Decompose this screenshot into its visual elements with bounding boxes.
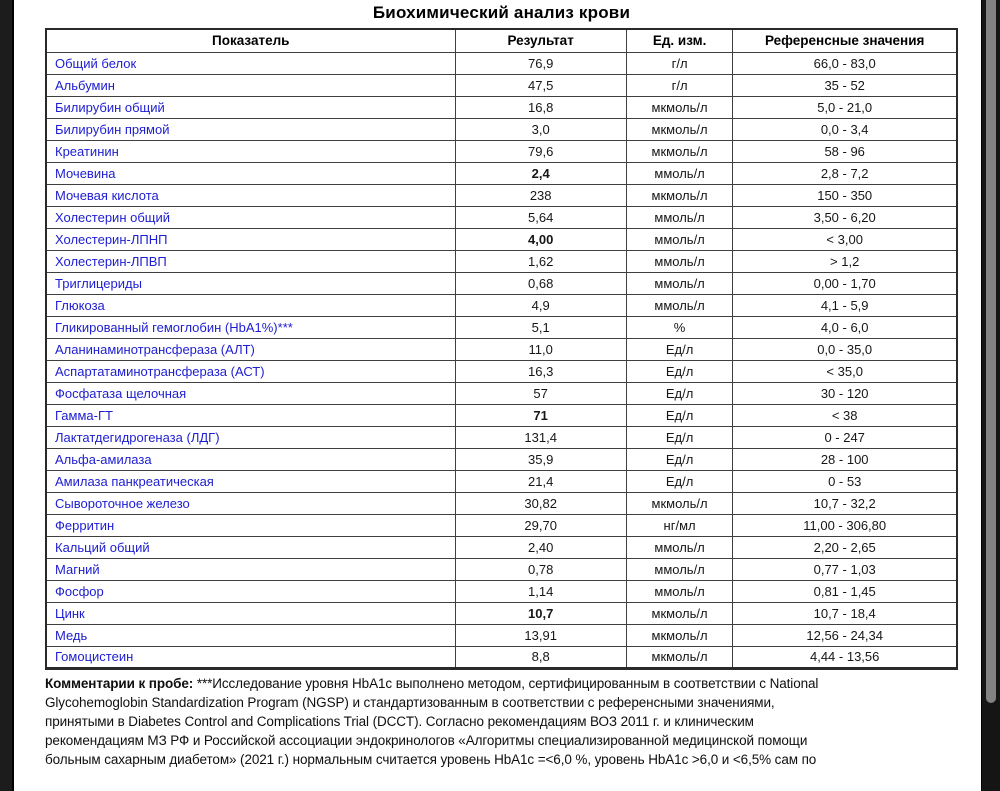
result-value: 35,9 bbox=[455, 448, 626, 470]
table-row bbox=[46, 492, 957, 514]
parameter-name: Холестерин общий bbox=[46, 206, 455, 228]
table-row bbox=[46, 52, 957, 74]
comments-section bbox=[45, 674, 975, 770]
parameter-name: Сывороточное железо bbox=[46, 492, 455, 514]
parameter-name: Холестерин-ЛПНП bbox=[46, 228, 455, 250]
parameter-name: Глюкоза bbox=[46, 294, 455, 316]
reference-range: 0,0 - 35,0 bbox=[733, 338, 957, 360]
unit-value: мкмоль/л bbox=[626, 118, 733, 140]
reference-range: < 38 bbox=[733, 404, 957, 426]
parameter-name: Лактатдегидрогеназа (ЛДГ) bbox=[46, 426, 455, 448]
result-value: 0,78 bbox=[455, 558, 626, 580]
result-value: 0,68 bbox=[455, 272, 626, 294]
table-row bbox=[46, 316, 957, 338]
reference-range: 28 - 100 bbox=[733, 448, 957, 470]
parameter-name: Магний bbox=[46, 558, 455, 580]
table-row bbox=[46, 96, 957, 118]
unit-value: ммоль/л bbox=[626, 272, 733, 294]
comment-text: ***Исследование уровня HbA1c выполнено методом, сертифицированным в соответствии с National bbox=[196, 675, 819, 691]
result-value: 16,8 bbox=[455, 96, 626, 118]
parameter-name: Мочевина bbox=[46, 162, 455, 184]
unit-value: Ед/л bbox=[626, 382, 733, 404]
reference-range: 0,77 - 1,03 bbox=[733, 558, 957, 580]
reference-range: 0,81 - 1,45 bbox=[733, 580, 957, 602]
result-value: 4,9 bbox=[455, 294, 626, 316]
parameter-name: Фосфор bbox=[46, 580, 455, 602]
table-row bbox=[46, 338, 957, 360]
reference-range: 35 - 52 bbox=[733, 74, 957, 96]
result-value: 79,6 bbox=[455, 140, 626, 162]
parameter-name: Альбумин bbox=[46, 74, 455, 96]
table-row bbox=[46, 294, 957, 316]
column-header-units: Ед. изм. bbox=[626, 29, 733, 52]
reference-range: 2,20 - 2,65 bbox=[733, 536, 957, 558]
reference-range: 11,00 - 306,80 bbox=[733, 514, 957, 536]
reference-range: 0 - 247 bbox=[733, 426, 957, 448]
unit-value: мкмоль/л bbox=[626, 492, 733, 514]
unit-value: мкмоль/л bbox=[626, 140, 733, 162]
result-value: 2,4 bbox=[455, 162, 626, 184]
result-value: 131,4 bbox=[455, 426, 626, 448]
result-value: 1,62 bbox=[455, 250, 626, 272]
reference-range: < 3,00 bbox=[733, 228, 957, 250]
results-table-body bbox=[46, 52, 957, 668]
reference-range: 0 - 53 bbox=[733, 470, 957, 492]
table-row bbox=[46, 602, 957, 624]
table-row bbox=[46, 470, 957, 492]
table-row bbox=[46, 404, 957, 426]
result-value: 21,4 bbox=[455, 470, 626, 492]
unit-value: ммоль/л bbox=[626, 228, 733, 250]
unit-value: ммоль/л bbox=[626, 536, 733, 558]
parameter-name: Аспартатаминотрансфераза (АСТ) bbox=[46, 360, 455, 382]
comment-line: больным сахарным диабетом» (2021 г.) нормальным считается уровень HbA1c =<6,0 %, уровень HbA1c >6,0 и <6,5% сам по bbox=[45, 752, 817, 768]
parameter-name: Ферритин bbox=[46, 514, 455, 536]
table-row bbox=[46, 118, 957, 140]
unit-value: ммоль/л bbox=[626, 206, 733, 228]
result-value: 3,0 bbox=[455, 118, 626, 140]
table-row bbox=[46, 536, 957, 558]
page-title: Биохимический анализ крови bbox=[372, 3, 631, 22]
reference-range: < 35,0 bbox=[733, 360, 957, 382]
comments-label: Комментарии к пробе: bbox=[45, 675, 194, 691]
parameter-name: Медь bbox=[46, 624, 455, 646]
reference-range: 30 - 120 bbox=[733, 382, 957, 404]
unit-value: ммоль/л bbox=[626, 558, 733, 580]
parameter-name: Триглицериды bbox=[46, 272, 455, 294]
result-value: 1,14 bbox=[455, 580, 626, 602]
unit-value: мкмоль/л bbox=[626, 602, 733, 624]
result-value: 5,64 bbox=[455, 206, 626, 228]
unit-value: ммоль/л bbox=[626, 162, 733, 184]
reference-range: 10,7 - 32,2 bbox=[733, 492, 957, 514]
parameter-name: Общий белок bbox=[46, 52, 455, 74]
left-frame-bar bbox=[0, 0, 14, 791]
parameter-name: Аланинаминотрансфераза (АЛТ) bbox=[46, 338, 455, 360]
result-value: 11,0 bbox=[455, 338, 626, 360]
unit-value: нг/мл bbox=[626, 514, 733, 536]
result-value: 2,40 bbox=[455, 536, 626, 558]
parameter-name: Гликированный гемоглобин (HbA1%)*** bbox=[46, 316, 455, 338]
reference-range: 3,50 - 6,20 bbox=[733, 206, 957, 228]
table-row bbox=[46, 272, 957, 294]
table-row bbox=[46, 426, 957, 448]
reference-range: 12,56 - 24,34 bbox=[733, 624, 957, 646]
column-header-result: Результат bbox=[455, 29, 626, 52]
reference-range: 0,00 - 1,70 bbox=[733, 272, 957, 294]
result-value: 238 bbox=[455, 184, 626, 206]
table-row bbox=[46, 646, 957, 668]
vertical-scrollbar[interactable] bbox=[981, 0, 1000, 791]
parameter-name: Амилаза панкреатическая bbox=[46, 470, 455, 492]
parameter-name: Фосфатаза щелочная bbox=[46, 382, 455, 404]
unit-value: мкмоль/л bbox=[626, 96, 733, 118]
unit-value: Ед/л bbox=[626, 448, 733, 470]
unit-value: % bbox=[626, 316, 733, 338]
parameter-name: Билирубин общий bbox=[46, 96, 455, 118]
table-row bbox=[46, 448, 957, 470]
unit-value: Ед/л bbox=[626, 404, 733, 426]
parameter-name: Билирубин прямой bbox=[46, 118, 455, 140]
unit-value: ммоль/л bbox=[626, 580, 733, 602]
comment-line: принятыми в Diabetes Control and Complications Trial (DCCT). Согласно рекомендациям ВОЗ 2011 г. и клиническим bbox=[45, 713, 754, 729]
reference-range: 10,7 - 18,4 bbox=[733, 602, 957, 624]
result-value: 30,82 bbox=[455, 492, 626, 514]
reference-range: 58 - 96 bbox=[733, 140, 957, 162]
unit-value: г/л bbox=[626, 52, 733, 74]
parameter-name: Креатинин bbox=[46, 140, 455, 162]
result-value: 29,70 bbox=[455, 514, 626, 536]
result-value: 71 bbox=[455, 404, 626, 426]
result-value: 47,5 bbox=[455, 74, 626, 96]
reference-range: 2,8 - 7,2 bbox=[733, 162, 957, 184]
result-value: 5,1 bbox=[455, 316, 626, 338]
result-value: 13,91 bbox=[455, 624, 626, 646]
parameter-name: Гомоцистеин bbox=[46, 646, 455, 668]
table-row bbox=[46, 250, 957, 272]
table-header bbox=[46, 29, 957, 52]
parameter-name: Гамма-ГТ bbox=[46, 404, 455, 426]
table-row bbox=[46, 580, 957, 602]
column-header-reference: Референсные значения bbox=[733, 29, 957, 52]
reference-range: 4,44 - 13,56 bbox=[733, 646, 957, 668]
reference-range: 4,0 - 6,0 bbox=[733, 316, 957, 338]
comment-line: рекомендациям МЗ РФ и Российской ассоциации эндокринологов «Алгоритмы специализированной медицинской помощи bbox=[45, 733, 808, 749]
result-value: 16,3 bbox=[455, 360, 626, 382]
reference-range: > 1,2 bbox=[733, 250, 957, 272]
parameter-name: Цинк bbox=[46, 602, 455, 624]
table-row bbox=[46, 514, 957, 536]
unit-value: г/л bbox=[626, 74, 733, 96]
scrollbar-thumb[interactable] bbox=[986, 0, 996, 703]
reference-range: 150 - 350 bbox=[733, 184, 957, 206]
table-row bbox=[46, 184, 957, 206]
table-row bbox=[46, 558, 957, 580]
table-row bbox=[46, 162, 957, 184]
table-row bbox=[46, 382, 957, 404]
result-value: 76,9 bbox=[455, 52, 626, 74]
unit-value: Ед/л bbox=[626, 470, 733, 492]
unit-value: ммоль/л bbox=[626, 294, 733, 316]
parameter-name: Холестерин-ЛПВП bbox=[46, 250, 455, 272]
result-value: 4,00 bbox=[455, 228, 626, 250]
result-value: 10,7 bbox=[455, 602, 626, 624]
reference-range: 66,0 - 83,0 bbox=[733, 52, 957, 74]
table-row bbox=[46, 228, 957, 250]
table-row bbox=[46, 74, 957, 96]
parameter-name: Кальций общий bbox=[46, 536, 455, 558]
table-row bbox=[46, 360, 957, 382]
unit-value: мкмоль/л bbox=[626, 646, 733, 668]
unit-value: мкмоль/л bbox=[626, 184, 733, 206]
table-row bbox=[46, 206, 957, 228]
table-header-row bbox=[46, 29, 957, 52]
unit-value: ммоль/л bbox=[626, 250, 733, 272]
unit-value: Ед/л bbox=[626, 360, 733, 382]
result-value: 57 bbox=[455, 382, 626, 404]
table-row bbox=[46, 624, 957, 646]
comment-line: Glycohemoglobin Standardization Program (NGSP) и стандартизованным в соответствии с референсными значениями, bbox=[45, 694, 775, 710]
reference-range: 0,0 - 3,4 bbox=[733, 118, 957, 140]
result-value: 8,8 bbox=[455, 646, 626, 668]
unit-value: мкмоль/л bbox=[626, 624, 733, 646]
comment-line bbox=[45, 674, 975, 693]
column-header-parameter: Показатель bbox=[46, 29, 455, 52]
reference-range: 5,0 - 21,0 bbox=[733, 96, 957, 118]
parameter-name: Мочевая кислота bbox=[46, 184, 455, 206]
document-content bbox=[16, 0, 980, 791]
unit-value: Ед/л bbox=[626, 426, 733, 448]
parameter-name: Альфа-амилаза bbox=[46, 448, 455, 470]
unit-value: Ед/л bbox=[626, 338, 733, 360]
reference-range: 4,1 - 5,9 bbox=[733, 294, 957, 316]
table-row bbox=[46, 140, 957, 162]
results-table bbox=[45, 28, 958, 670]
